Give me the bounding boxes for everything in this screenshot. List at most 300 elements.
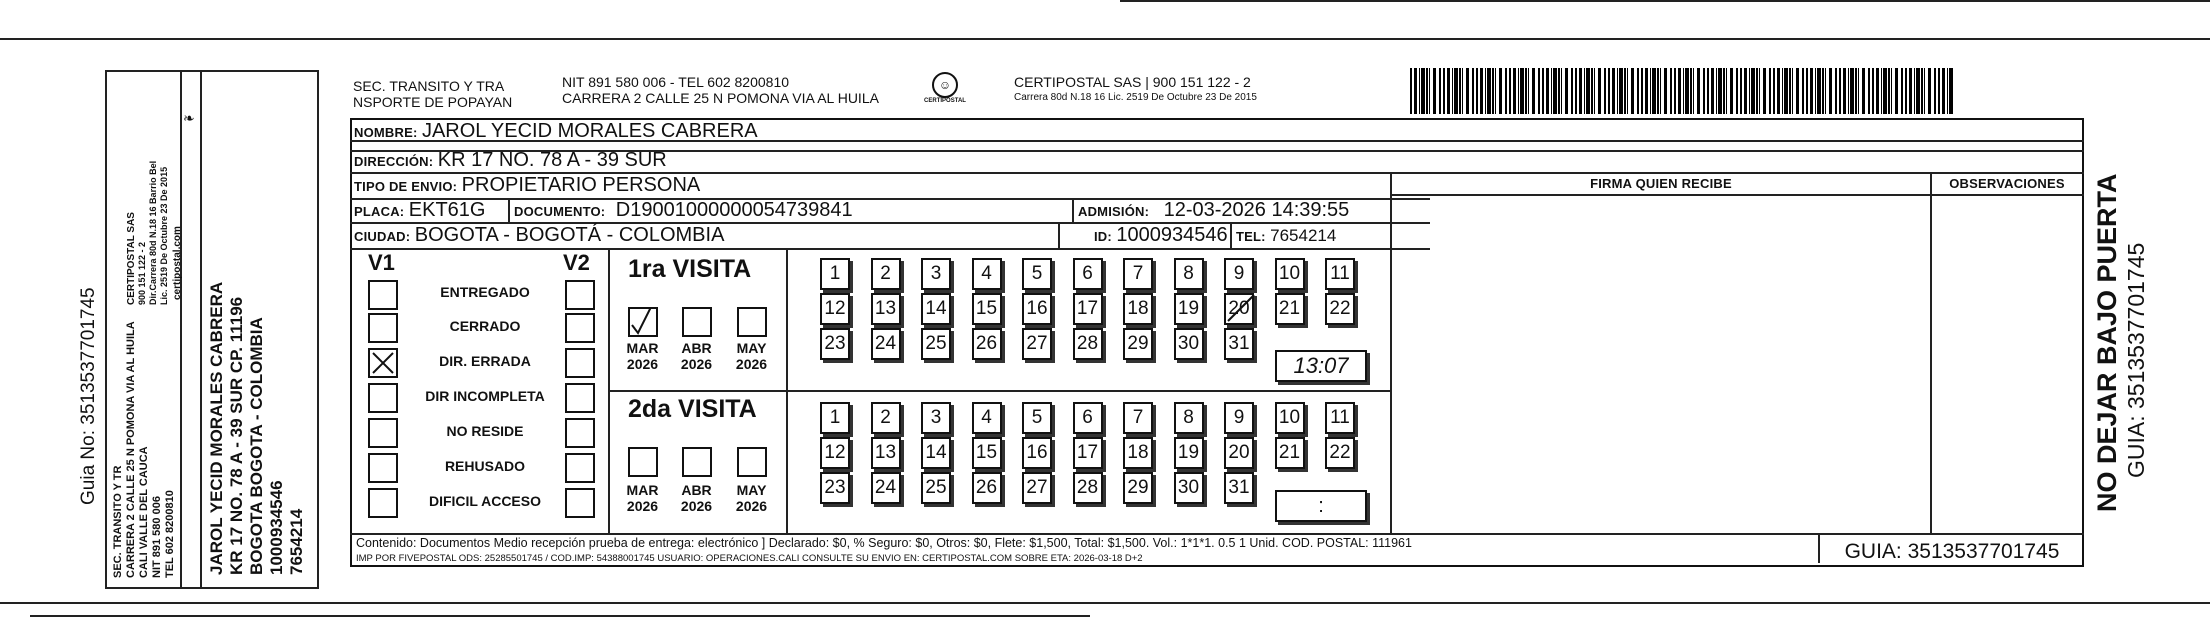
tipo-value: PROPIETARIO PERSONA	[461, 174, 701, 196]
barcode-bar	[1604, 68, 1606, 114]
barcode-bar	[1690, 68, 1692, 114]
day-box[interactable]: 11	[1325, 258, 1355, 290]
barcode-bar	[1660, 68, 1661, 114]
barcode-bar	[1594, 68, 1595, 114]
nombre-label: NOMBRE:	[354, 125, 418, 140]
tel-row	[1236, 226, 1336, 246]
stub-guia-label: Guia No: 3513537701745	[78, 287, 99, 505]
barcode-bar	[1777, 68, 1780, 114]
logo-icon: ☺	[932, 72, 958, 98]
day-box[interactable]: 8	[1174, 402, 1204, 434]
nombre-value: JAROL YECID MORALES CABRERA	[421, 120, 758, 142]
day-box[interactable]: 23	[820, 472, 850, 504]
barcode-bar	[1909, 68, 1912, 114]
visit2-title: 2da VISITA	[628, 395, 757, 423]
barcode-bar	[1459, 68, 1461, 114]
barcode-bar	[1443, 68, 1445, 114]
barcode-bar	[1678, 68, 1681, 114]
barcode-bar	[1565, 68, 1568, 114]
barcode-bar	[1802, 68, 1804, 114]
placa-label: PLACA:	[354, 204, 405, 219]
barcode-bar	[1736, 68, 1738, 114]
stub-carrier-web: certipostal.com	[172, 226, 183, 300]
barcode-bar	[1723, 68, 1725, 114]
v1-rehusado-checkbox[interactable]	[368, 453, 398, 483]
day-box[interactable]: 1	[820, 258, 850, 290]
tipo-label: TIPO DE ENVIO:	[354, 179, 458, 194]
bottom-border	[0, 602, 2210, 604]
barcode-bar	[1751, 68, 1755, 114]
barcode-bar	[1881, 68, 1882, 114]
barcode-bar	[1518, 68, 1519, 114]
barcode-bar	[1505, 68, 1507, 114]
id-label: ID:	[1094, 229, 1112, 244]
barcode-bar	[1921, 68, 1923, 114]
barcode-bar	[1740, 68, 1742, 114]
barcode-bar	[1796, 68, 1799, 114]
barcode-bar	[1697, 68, 1700, 114]
barcode-bar	[1817, 68, 1821, 114]
barcode-bar	[1538, 68, 1540, 114]
barcode-bar	[1858, 68, 1859, 114]
day-box[interactable]: 15	[972, 293, 1002, 325]
ciudad-value: BOGOTA - BOGOTÁ - COLOMBIA	[414, 224, 725, 246]
day-box[interactable]: 9	[1224, 402, 1254, 434]
admision-value: 12-03-2026 14:39:55	[1163, 199, 1350, 221]
day-box[interactable]: 14	[921, 293, 951, 325]
stub-recipient: JAROL YECID MORALES CABRERA KR 17 NO. 78 A - 39 SUR CP. 11196 BOGOTA BOGOTA - COLOMBIA 1000934546 7654214	[207, 281, 306, 575]
v2-dificil-acceso-checkbox[interactable]	[565, 488, 595, 518]
barcode-bar	[1575, 68, 1577, 114]
barcode-bar	[1617, 68, 1618, 114]
visit1-time[interactable]: 13:07	[1275, 350, 1367, 382]
barcode-bar	[1726, 68, 1727, 114]
v1-dir-errada-checkbox[interactable]	[368, 348, 398, 378]
barcode-bar	[1839, 68, 1841, 114]
barcode-bar	[1612, 68, 1615, 114]
col-firma-left	[1390, 172, 1392, 534]
day-box[interactable]: 8	[1174, 258, 1204, 290]
v1-no-reside-checkbox[interactable]	[368, 418, 398, 448]
v2-cerrado-checkbox[interactable]	[565, 313, 595, 343]
day-box[interactable]: 20	[1224, 293, 1254, 325]
visit1-abr-checkbox[interactable]	[682, 307, 712, 337]
barcode-bar	[1862, 68, 1865, 114]
barcode-bar	[1693, 68, 1694, 114]
day-box[interactable]: 27	[1022, 328, 1052, 360]
id-row	[1094, 224, 1228, 247]
day-box[interactable]: 13	[871, 437, 901, 469]
barcode-bar	[1631, 68, 1634, 114]
day-box[interactable]: 4	[972, 402, 1002, 434]
barcode-bar	[1652, 68, 1656, 114]
bottom-edge-line	[30, 615, 1090, 617]
footer-imp: IMP POR FIVEPOSTAL ODS: 25285501745 / COD.IMP: 54388001745 USUARIO: OPERACIONES.CALI CONSULTE SU ENVIO EN: CERTIPOSTAL.COM SOBRE ETA: 2026-03-18 D+2	[356, 553, 1143, 564]
barcode-bar	[1749, 68, 1750, 114]
barcode-bar	[1756, 68, 1758, 114]
day-box[interactable]: 31	[1224, 472, 1254, 504]
tel-divider	[1230, 222, 1232, 248]
barcode-bar	[1916, 68, 1920, 114]
day-box[interactable]: 25	[921, 328, 951, 360]
direccion-label: DIRECCIÓN:	[354, 154, 434, 169]
day-box[interactable]: 15	[972, 437, 1002, 469]
barcode-bar	[1591, 68, 1593, 114]
barcode-bar	[1810, 68, 1813, 114]
barcode-bar	[1716, 68, 1717, 114]
day-box[interactable]: 29	[1123, 472, 1153, 504]
barcode-bar	[1773, 68, 1775, 114]
v2-label: V2	[563, 250, 590, 275]
placa-row	[354, 199, 485, 222]
barcode-bar	[1806, 68, 1808, 114]
barcode-bar	[1532, 68, 1535, 114]
documento-value: D19001000000054739841	[615, 199, 853, 221]
status-dificil-acceso: DIFICIL ACCESO	[428, 493, 541, 509]
status-rehusado: REHUSADO	[444, 458, 526, 474]
barcode	[1410, 68, 1950, 114]
barcode-bar	[1495, 68, 1496, 114]
documento-row	[514, 199, 853, 222]
admision-divider	[1072, 198, 1074, 222]
barcode-bar	[1825, 68, 1826, 114]
visit1-month-mar: MAR 2026	[626, 340, 659, 372]
stub-carrier: CERTIPOSTAL SAS 900 151 122 - 2 Dir.Carrera 80d N.18 16 Barrio Bel Lic. 2519 De Octubre 23 De 2015	[126, 160, 169, 305]
barcode-bar	[1769, 68, 1771, 114]
visit2-month-abr: ABR 2026	[680, 482, 713, 514]
direccion-row	[354, 149, 667, 172]
barcode-bar	[1454, 68, 1458, 114]
barcode-bar	[1485, 68, 1486, 114]
header-sender: SEC. TRANSITO Y TRA NSPORTE DE POPAYAN	[353, 78, 513, 110]
stub-mark: ❧	[183, 110, 195, 126]
day-box[interactable]: 21	[1275, 437, 1305, 469]
v1-dificil-acceso-checkbox[interactable]	[368, 488, 398, 518]
day-box[interactable]: 20	[1224, 437, 1254, 469]
day-box[interactable]: 7	[1123, 402, 1153, 434]
visit2-month-may: MAY 2026	[735, 482, 768, 514]
placa-value: EKT61G	[408, 199, 486, 221]
status-cerrado: CERRADO	[449, 318, 521, 334]
day-box[interactable]: 26	[972, 472, 1002, 504]
nombre-row	[354, 120, 758, 143]
barcode-bar	[1421, 68, 1425, 114]
barcode-bar	[1718, 68, 1722, 114]
barcode-bar	[1476, 68, 1478, 114]
day-box[interactable]: 31	[1224, 328, 1254, 360]
barcode-bar	[1895, 68, 1898, 114]
placa-divider	[508, 198, 510, 222]
barcode-bar	[1815, 68, 1816, 114]
v1-dir-incompleta-checkbox[interactable]	[368, 383, 398, 413]
barcode-bar	[1571, 68, 1573, 114]
certipostal-logo: ☺ CERTIPOSTAL	[915, 72, 975, 104]
day-box[interactable]: 22	[1325, 437, 1355, 469]
barcode-bar	[1558, 68, 1560, 114]
status-dir-incompleta: DIR INCOMPLETA	[425, 388, 545, 404]
barcode-bar	[1509, 68, 1511, 114]
barcode-bar	[1759, 68, 1760, 114]
barcode-bar	[1627, 68, 1628, 114]
day-box[interactable]: 24	[871, 328, 901, 360]
day-box[interactable]: 19	[1174, 293, 1204, 325]
day-box[interactable]: 17	[1073, 293, 1103, 325]
barcode-bar	[1914, 68, 1915, 114]
barcode-bar	[1452, 68, 1453, 114]
barcode-bar	[1480, 68, 1483, 114]
v1-entregado-checkbox[interactable]	[368, 280, 398, 310]
barcode-bar	[1657, 68, 1659, 114]
barcode-bar	[1561, 68, 1562, 114]
admision-label: ADMISIÓN:	[1078, 204, 1150, 219]
day-box[interactable]: 30	[1174, 328, 1204, 360]
v2-dir-incompleta-checkbox[interactable]	[565, 383, 595, 413]
day-box[interactable]: 4	[972, 258, 1002, 290]
day-box[interactable]: 12	[820, 437, 850, 469]
day-box[interactable]: 3	[921, 258, 951, 290]
col-obs-left	[1930, 172, 1932, 534]
barcode-bar	[1487, 68, 1491, 114]
barcode-bar	[1792, 68, 1793, 114]
barcode-bar	[1472, 68, 1474, 114]
day-box[interactable]: 6	[1073, 402, 1103, 434]
admision-row	[1078, 199, 1349, 222]
barcode-bar	[1670, 68, 1672, 114]
day-box[interactable]: 10	[1275, 402, 1305, 434]
visit2-time[interactable]: :	[1275, 490, 1367, 522]
day-box[interactable]: 23	[820, 328, 850, 360]
footer-guia-divider	[1818, 533, 1820, 563]
barcode-bar	[1447, 68, 1450, 114]
day-box[interactable]: 16	[1022, 437, 1052, 469]
barcode-bar	[1462, 68, 1463, 114]
ciudad-label: CIUDAD:	[354, 229, 411, 244]
barcode-bar	[1942, 68, 1945, 114]
barcode-bar	[1619, 68, 1623, 114]
day-box[interactable]: 1	[820, 402, 850, 434]
check-mark-icon	[630, 309, 656, 335]
footer-contenido: Contenido: Documentos Medio recepción prueba de entrega: electrónico ] Declarado: $0, % Seguro: $0, Otros: $0, Flete: $1,500, Total: $1,500. Vol.: 1*1*1. 0.5 1 Unid. COD. POSTAL: 111961	[356, 536, 1412, 550]
footer-text	[356, 536, 1816, 566]
day-box[interactable]: 21	[1275, 293, 1305, 325]
visits-mid-line	[608, 390, 1390, 392]
barcode-bar	[1868, 68, 1870, 114]
barcode-bar	[1685, 68, 1689, 114]
barcode-bar	[1419, 68, 1420, 114]
barcode-bar	[1426, 68, 1428, 114]
x-mark-icon	[370, 350, 396, 376]
ciudad-row	[354, 224, 724, 247]
v2-dir-errada-checkbox[interactable]	[565, 348, 595, 378]
day-box[interactable]: 17	[1073, 437, 1103, 469]
barcode-bar	[1744, 68, 1747, 114]
top-border	[0, 38, 2210, 40]
barcode-bar	[1711, 68, 1714, 114]
visit1-may-checkbox[interactable]	[737, 307, 767, 337]
barcode-bar	[1763, 68, 1766, 114]
footer-guia: GUIA: 3513537701745	[1844, 540, 2060, 563]
barcode-bar	[1546, 68, 1549, 114]
row-line-5	[350, 248, 1430, 250]
barcode-bar	[1938, 68, 1940, 114]
barcode-bar	[1888, 68, 1890, 114]
day-box[interactable]: 6	[1073, 258, 1103, 290]
tel-value: 7654214	[1270, 226, 1337, 245]
barcode-bar	[1707, 68, 1709, 114]
day-box[interactable]: 5	[1022, 258, 1052, 290]
barcode-bar	[1608, 68, 1610, 114]
day-box[interactable]: 25	[921, 472, 951, 504]
day-box[interactable]: 13	[871, 293, 901, 325]
status-no-reside: NO RESIDE	[446, 423, 524, 439]
observaciones-label: OBSERVACIONES	[1949, 176, 2065, 191]
barcode-bar	[1637, 68, 1639, 114]
tipo-row	[354, 174, 700, 197]
day-box[interactable]: 2	[871, 258, 901, 290]
documento-label: DOCUMENTO:	[514, 204, 606, 219]
visit1-month-abr: ABR 2026	[680, 340, 713, 372]
barcode-bar	[1429, 68, 1430, 114]
day-box[interactable]: 3	[921, 402, 951, 434]
barcode-bar	[1645, 68, 1648, 114]
barcode-bar	[1551, 68, 1552, 114]
no-dejar-bajo-puerta: NO DEJAR BAJO PUERTA	[2092, 173, 2122, 512]
barcode-bar	[1492, 68, 1494, 114]
barcode-bar	[1784, 68, 1788, 114]
barcode-bar	[1789, 68, 1791, 114]
v2-entregado-checkbox[interactable]	[565, 280, 595, 310]
barcode-bar	[1703, 68, 1705, 114]
barcode-bar	[1439, 68, 1441, 114]
day-box[interactable]: 9	[1224, 258, 1254, 290]
v2-rehusado-checkbox[interactable]	[565, 453, 595, 483]
barcode-bar	[1641, 68, 1643, 114]
direccion-value: KR 17 NO. 78 A - 39 SUR	[437, 149, 667, 171]
day-box[interactable]: 16	[1022, 293, 1052, 325]
status-entregado: ENTREGADO	[440, 284, 530, 300]
day-box[interactable]: 14	[921, 437, 951, 469]
barcode-bar	[1664, 68, 1667, 114]
barcode-bar	[1528, 68, 1529, 114]
day-box[interactable]: 22	[1325, 293, 1355, 325]
barcode-bar	[1855, 68, 1857, 114]
barcode-bar	[1586, 68, 1590, 114]
barcode-bar	[1674, 68, 1676, 114]
barcode-bar	[1876, 68, 1879, 114]
barcode-bar	[1883, 68, 1887, 114]
id-divider	[1058, 222, 1060, 248]
visit1-mar-checkbox[interactable]	[628, 307, 658, 337]
barcode-bar	[1466, 68, 1469, 114]
right-guia: GUIA: 3513537701745	[2123, 242, 2149, 478]
header-carrier: CERTIPOSTAL SAS | 900 151 122 - 2 Carrera 80d N.18 16 Lic. 2519 De Octubre 23 De 2015	[1014, 74, 1257, 103]
barcode-bar	[1843, 68, 1846, 114]
barcode-bar	[1848, 68, 1849, 114]
day-box[interactable]: 26	[972, 328, 1002, 360]
day-box[interactable]: 27	[1022, 472, 1052, 504]
barcode-bar	[1433, 68, 1436, 114]
status-dir-errada: DIR. ERRADA	[439, 353, 531, 369]
day-box[interactable]: 7	[1123, 258, 1153, 290]
header-nit: NIT 891 580 006 - TEL 602 8200810 CARRERA 2 CALLE 25 N POMONA VIA AL HUILA	[562, 74, 879, 106]
day-box[interactable]: 2	[871, 402, 901, 434]
visit2-month-mar: MAR 2026	[626, 482, 659, 514]
barcode-bar	[1683, 68, 1684, 114]
barcode-bar	[1520, 68, 1524, 114]
barcode-bar	[1949, 68, 1953, 114]
barcode-bar	[1624, 68, 1626, 114]
v1-label: V1	[368, 250, 395, 275]
barcode-bar	[1542, 68, 1544, 114]
barcode-bar	[1822, 68, 1824, 114]
barcode-bar	[1513, 68, 1516, 114]
day-box[interactable]: 18	[1123, 437, 1153, 469]
day-box[interactable]: 18	[1123, 293, 1153, 325]
tel-label: TEL:	[1236, 229, 1266, 244]
barcode-bar	[1835, 68, 1837, 114]
day-box[interactable]: 28	[1073, 328, 1103, 360]
barcode-bar	[1901, 68, 1903, 114]
barcode-bar	[1414, 68, 1417, 114]
barcode-bar	[1553, 68, 1557, 114]
day-box[interactable]: 30	[1174, 472, 1204, 504]
barcode-bar	[1499, 68, 1502, 114]
barcode-bar	[1782, 68, 1783, 114]
firma-label: FIRMA QUIEN RECIBE	[1590, 176, 1732, 191]
row-line-footer	[350, 533, 2084, 535]
v1-cerrado-checkbox[interactable]	[368, 313, 398, 343]
barcode-bar	[1579, 68, 1582, 114]
barcode-bar	[1928, 68, 1931, 114]
barcode-bar	[1829, 68, 1832, 114]
barcode-bar	[1947, 68, 1948, 114]
barcode-bar	[1410, 68, 1412, 114]
stub-divider-2	[180, 70, 182, 587]
barcode-bar	[1850, 68, 1854, 114]
stub-sender: SEC. TRANSITO Y TR CARRERA 2 CALLE 25 N POMONA VIA AL HUILA CALI VALLE DEL CAUCA NIT 891 580 006 TEL 602 8200810	[112, 321, 176, 578]
barcode-bar	[1905, 68, 1907, 114]
day-box[interactable]: 10	[1275, 258, 1305, 290]
barcode-bar	[1934, 68, 1936, 114]
v2-no-reside-checkbox[interactable]	[565, 418, 595, 448]
day-box[interactable]: 29	[1123, 328, 1153, 360]
top-edge-line	[1120, 0, 2210, 2]
firma-header-line	[1390, 194, 2084, 196]
day-box[interactable]: 5	[1022, 402, 1052, 434]
barcode-bar	[1872, 68, 1874, 114]
barcode-bar	[1598, 68, 1601, 114]
slash-mark-icon	[1226, 293, 1256, 323]
barcode-bar	[1924, 68, 1925, 114]
visit1-title: 1ra VISITA	[628, 255, 752, 283]
barcode-bar	[1650, 68, 1651, 114]
day-box[interactable]: 11	[1325, 402, 1355, 434]
barcode-bar	[1584, 68, 1585, 114]
visit1-month-may: MAY 2026	[735, 340, 768, 372]
stub-divider	[200, 70, 202, 587]
day-box[interactable]: 12	[820, 293, 850, 325]
id-value: 1000934546	[1116, 224, 1228, 246]
visit2-abr-checkbox[interactable]	[682, 447, 712, 477]
visit2-mar-checkbox[interactable]	[628, 447, 658, 477]
barcode-bar	[1891, 68, 1892, 114]
visit2-may-checkbox[interactable]	[737, 447, 767, 477]
barcode-bar	[1730, 68, 1733, 114]
day-box[interactable]: 19	[1174, 437, 1204, 469]
day-box[interactable]: 28	[1073, 472, 1103, 504]
barcode-bar	[1525, 68, 1527, 114]
day-box[interactable]: 24	[871, 472, 901, 504]
